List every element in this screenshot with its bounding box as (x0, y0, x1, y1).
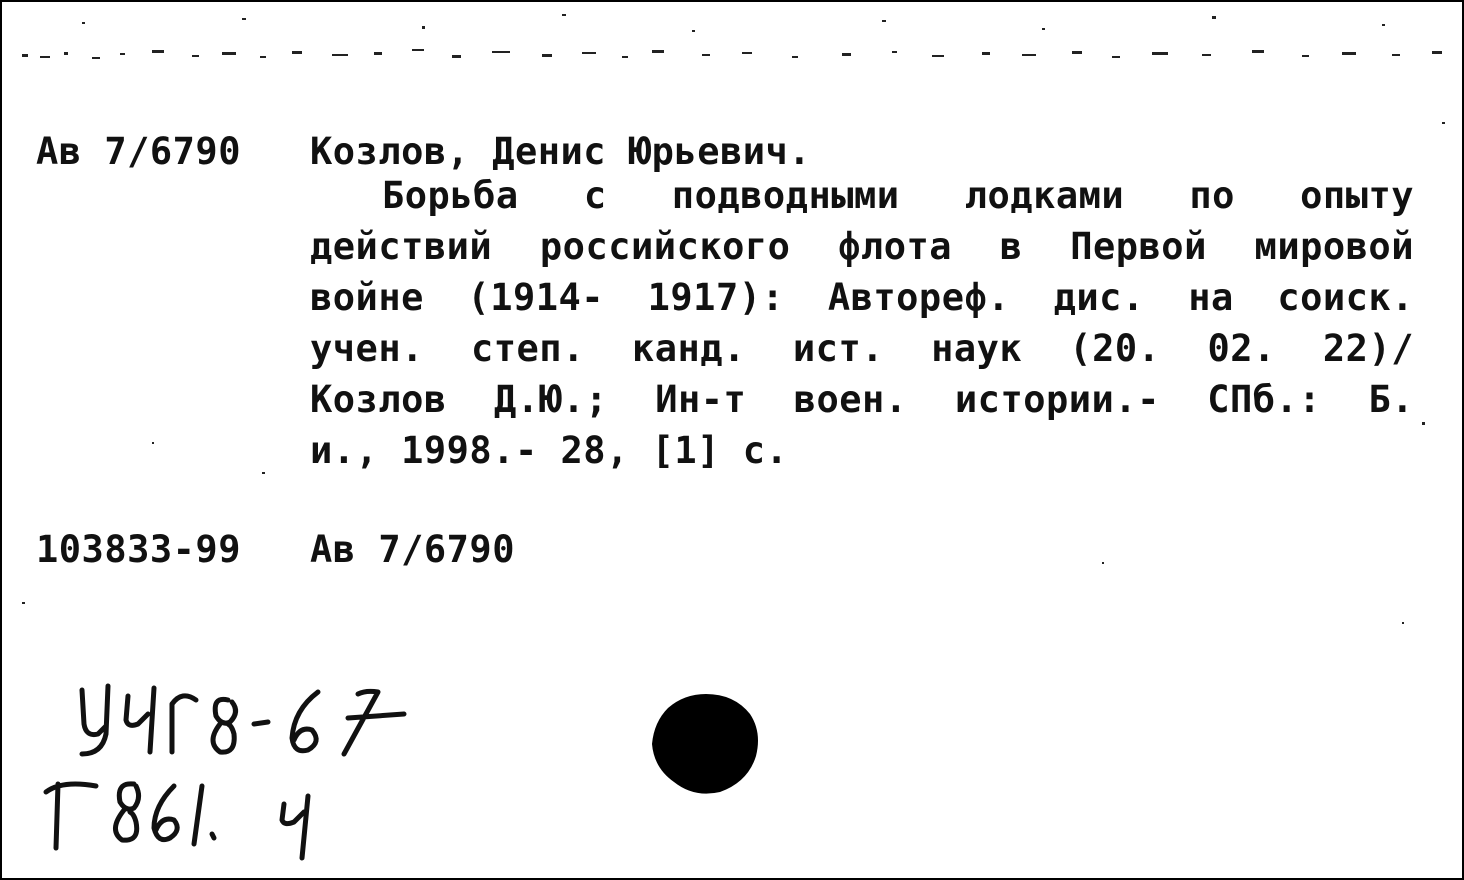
accession-number: 103833-99 (36, 528, 241, 571)
handwritten-classification (32, 662, 432, 862)
description-line: Борьба с подводными лодками по опыту (382, 174, 1414, 217)
description-line: и., 1998.- 28, [1] с. (310, 429, 789, 472)
description-line: учен. степ. канд. ист. наук (20. 02. 22)/ (310, 327, 1414, 370)
punched-hole (650, 692, 762, 796)
description-line: войне (1914- 1917): Автореф. дис. на соиск. (310, 276, 1414, 319)
author-heading: Козлов, Денис Юрьевич. (310, 130, 812, 173)
description-line: действий российского флота в Первой мировой (310, 225, 1414, 268)
description-line: Козлов Д.Ю.; Ин-т воен. истории.- СПб.: Б. (310, 378, 1414, 421)
accession-shelfmark: Ав 7/6790 (310, 528, 515, 571)
shelfmark: Ав 7/6790 (36, 130, 241, 173)
